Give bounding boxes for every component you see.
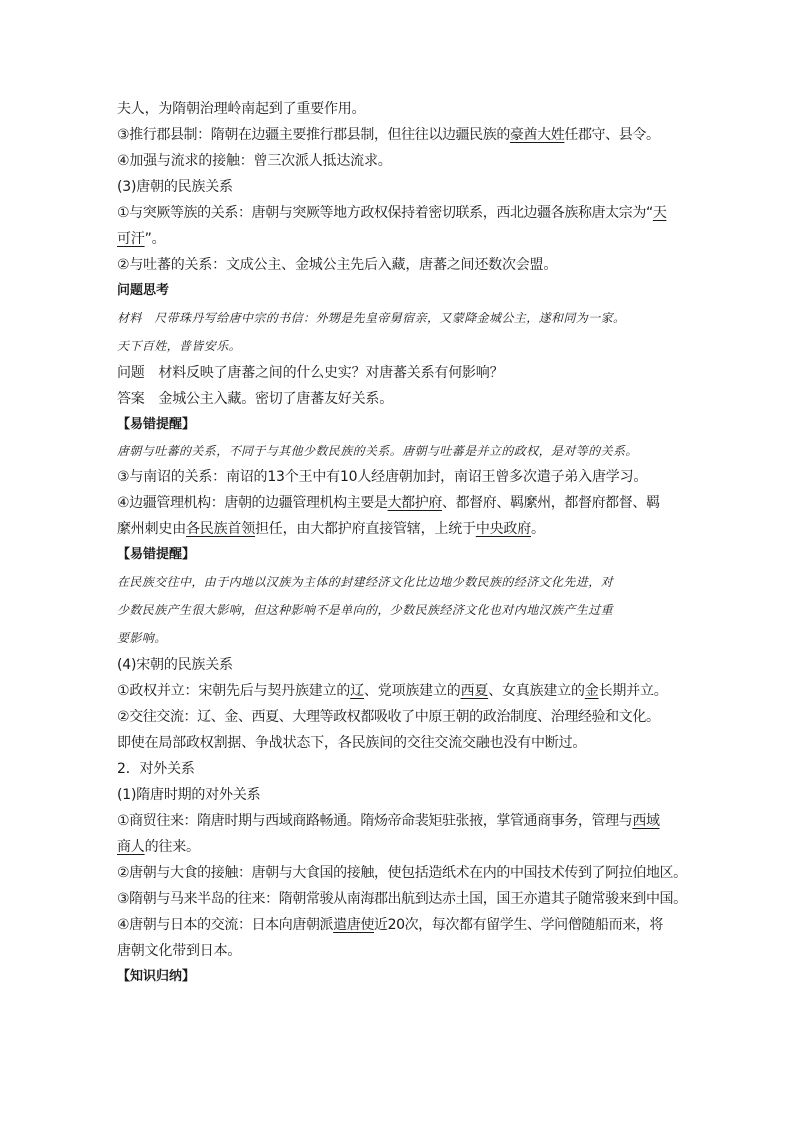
question-text: 问题 材料反映了唐蕃之间的什么史实？对唐蕃关系有何影响？ — [117, 365, 504, 381]
text-line: ④加强与流求的接触：曾三次派人抵达流求。 — [117, 153, 392, 169]
underlined-term: 遣唐使 — [333, 917, 374, 933]
tip-heading: 【易错提醒】 — [117, 547, 196, 562]
summary-heading: 【知识归纳】 — [117, 969, 196, 984]
text-line: ④边疆管理机构：唐朝的边疆管理机构主要是大都护府、都督府、羁縻州，都督府都督、羁 — [117, 495, 660, 511]
text-line: ④唐朝与日本的交流：日本向唐朝派遣唐使近20次，每次都有留学生、学问僧随船而来，将 — [117, 917, 663, 933]
text-line: 即使在局部政权割据、争战状态下，各民族间的交往交流交融也没有中断过。 — [117, 735, 587, 751]
text-line: ③与南诏的关系：南诏的13个王中有10人经唐朝加封，南诏王曾多次遣子弟入唐学习。 — [117, 469, 648, 485]
text-line: ①商贸往来：隋唐时期与西域商路畅通。隋炀帝命裴矩驻张掖，掌管通商事务，管理与西域 — [117, 813, 660, 829]
section-heading: (1)隋唐时期的对外关系 — [117, 787, 261, 803]
text-line: ②与吐蕃的关系：文成公主、金城公主先后入藏，唐蕃之间还数次会盟。 — [117, 257, 558, 273]
text-line: ③隋朝与马来半岛的往来：隋朝常骏从南海郡出航到达赤土国，国王亦遣其子随常骏来到中国。 — [117, 891, 687, 907]
text-line: 商人的往来。 — [117, 839, 200, 855]
underlined-term: 各民族首领 — [186, 521, 255, 537]
tip-text: 唐朝与吐蕃的关系，不同于与其他少数民族的关系。唐朝与吐蕃是并立的政权，是对等的关系。 — [117, 444, 638, 458]
material-text: 天下百姓，普皆安乐。 — [117, 339, 242, 353]
underlined-term: 辽 — [350, 683, 364, 699]
underlined-term: 大都护府 — [387, 495, 442, 511]
section-heading: 2．对外关系 — [117, 761, 195, 777]
question-heading: 问题思考 — [117, 283, 170, 298]
underlined-term: 豪酋大姓 — [509, 127, 565, 143]
tip-text: 在民族交往中，由于内地以汉族为主体的封建经济文化比边地少数民族的经济文化先进，对 — [117, 575, 614, 589]
underlined-term: 中央政府 — [475, 521, 532, 537]
text-line: 縻州刺史由各民族首领担任，由大都护府直接管辖，上统于中央政府。 — [117, 521, 545, 537]
text-line: 夫人，为隋朝治理岭南起到了重要作用。 — [117, 101, 366, 117]
underlined-term: 商人 — [117, 839, 145, 855]
text-line: ③推行郡县制：隋朝在边疆主要推行郡县制，但往往以边疆民族的豪酋大姓任郡守、县令。 — [117, 127, 660, 143]
material-text: 材料 尺带珠丹写给唐中宗的书信：外甥是先皇帝舅宿亲，又蒙降金城公主，遂和同为一家。 — [117, 311, 626, 325]
text-line: ①与突厥等族的关系：唐朝与突厥等地方政权保持着密切联系，西北边疆各族称唐太宗为“天 — [117, 205, 667, 221]
text-line: ①政权并立：宋朝先后与契丹族建立的辽、党项族建立的西夏、女真族建立的金长期并立。 — [117, 683, 668, 699]
answer-text: 答案 金城公主入藏。密切了唐蕃友好关系。 — [117, 391, 393, 407]
underlined-term: 金 — [584, 683, 599, 699]
underlined-term: 天 — [652, 205, 667, 221]
text-line: ②交往交流：辽、金、西夏、大理等政权都吸收了中原王朝的政治制度、治理经验和文化。 — [117, 709, 660, 725]
section-heading: (4)宋朝的民族关系 — [117, 657, 233, 673]
tip-heading: 【易错提醒】 — [117, 417, 196, 432]
text-line: 可汗”。 — [117, 231, 166, 247]
tip-text: 少数民族产生很大影响，但这种影响不是单向的，少数民族经济文化也对内地汉族产生过重 — [117, 603, 614, 617]
section-heading: (3)唐朝的民族关系 — [117, 179, 233, 195]
underlined-term: 西域 — [632, 813, 660, 829]
underlined-term: 可汗 — [117, 231, 145, 247]
text-line: ②唐朝与大食的接触：唐朝与大食国的接触，使包括造纸术在内的中国技术传到了阿拉伯地区。 — [117, 865, 687, 881]
text-line: 唐朝文化带到日本。 — [117, 943, 242, 959]
document-body — [117, 96, 689, 990]
tip-text: 要影响。 — [117, 631, 167, 645]
underlined-term: 西夏 — [460, 683, 489, 699]
